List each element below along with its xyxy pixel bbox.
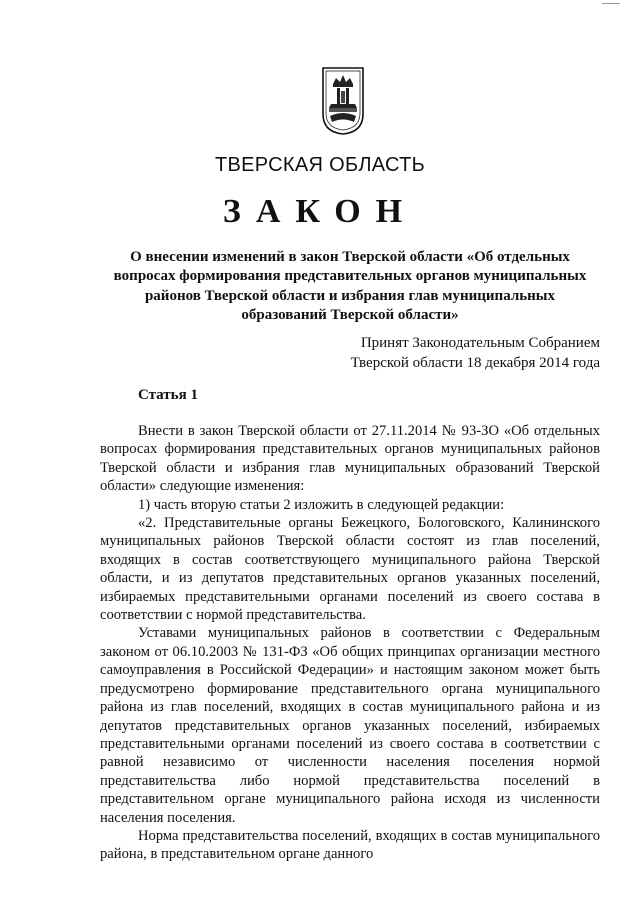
law-title: [100, 248, 600, 325]
article-body: [100, 422, 600, 864]
title-line: вопросах формирования представительных органов муниципальных: [113, 268, 587, 285]
title-line: образований Тверской области»: [241, 306, 459, 323]
document-type: ЗАКОН: [222, 193, 418, 230]
paragraph: «2. Представительные органы Бежецкого, Бологовского, Калининского муниципальных районов Тверской области состоят из глав поселений, входящих в состав соответствующего муниципального района Тверской области, и из депутатов представительных органов указанных поселений, избираемых представительными органами поселений из своего состава в соответствии с нормой представительства.: [100, 515, 600, 624]
title-line: районов Тверской области и избрания глав муниципальных: [144, 287, 556, 304]
paragraph: Норма представительства поселений, входящих в состав муниципального района, в представительном органе данного: [100, 827, 600, 863]
scan-mark: [602, 3, 620, 4]
adoption-line: Тверской области 18 декабря 2014 года: [350, 354, 600, 371]
paragraph: Уставами муниципальных районов в соответствии с Федеральным законом от 06.10.2003 № 131-ФЗ «Об общих принципах организации местного самоуправления в Российской Федерации» и настоящим законом может быть предусмотрено формирование представительного органа муниципального района из глав поселений, входящих в состав муниципального района и из депутатов представительных органов указанных поселений, избираемых представительными органами поселений из своего состава в соответствии с равной независимо от численности населения поселения нормой представительства либо нормой представительства поселений в представительном органе муниципального района исходя из численности населения поселения.: [100, 625, 600, 826]
adoption-note: [351, 334, 600, 373]
coat-of-arms-emblem: [321, 66, 365, 136]
title-line: О внесении изменений в закон Тверской области «Об отдельных: [130, 249, 570, 265]
article-heading: Статья 1: [138, 387, 198, 403]
adoption-line: Принят Законодательным Собранием: [360, 335, 600, 351]
region-name: ТВЕРСКАЯ ОБЛАСТЬ: [214, 154, 426, 176]
paragraph: 1) часть вторую статьи 2 изложить в следующей редакции:: [138, 496, 505, 513]
paragraph: Внести в закон Тверской области от 27.11.2014 № 93-ЗО «Об отдельных вопросах формирования представительных органов муниципальных районов Тверской области и избрания глав муниципальных образований Тверской области» следующие изменения:: [100, 423, 600, 495]
